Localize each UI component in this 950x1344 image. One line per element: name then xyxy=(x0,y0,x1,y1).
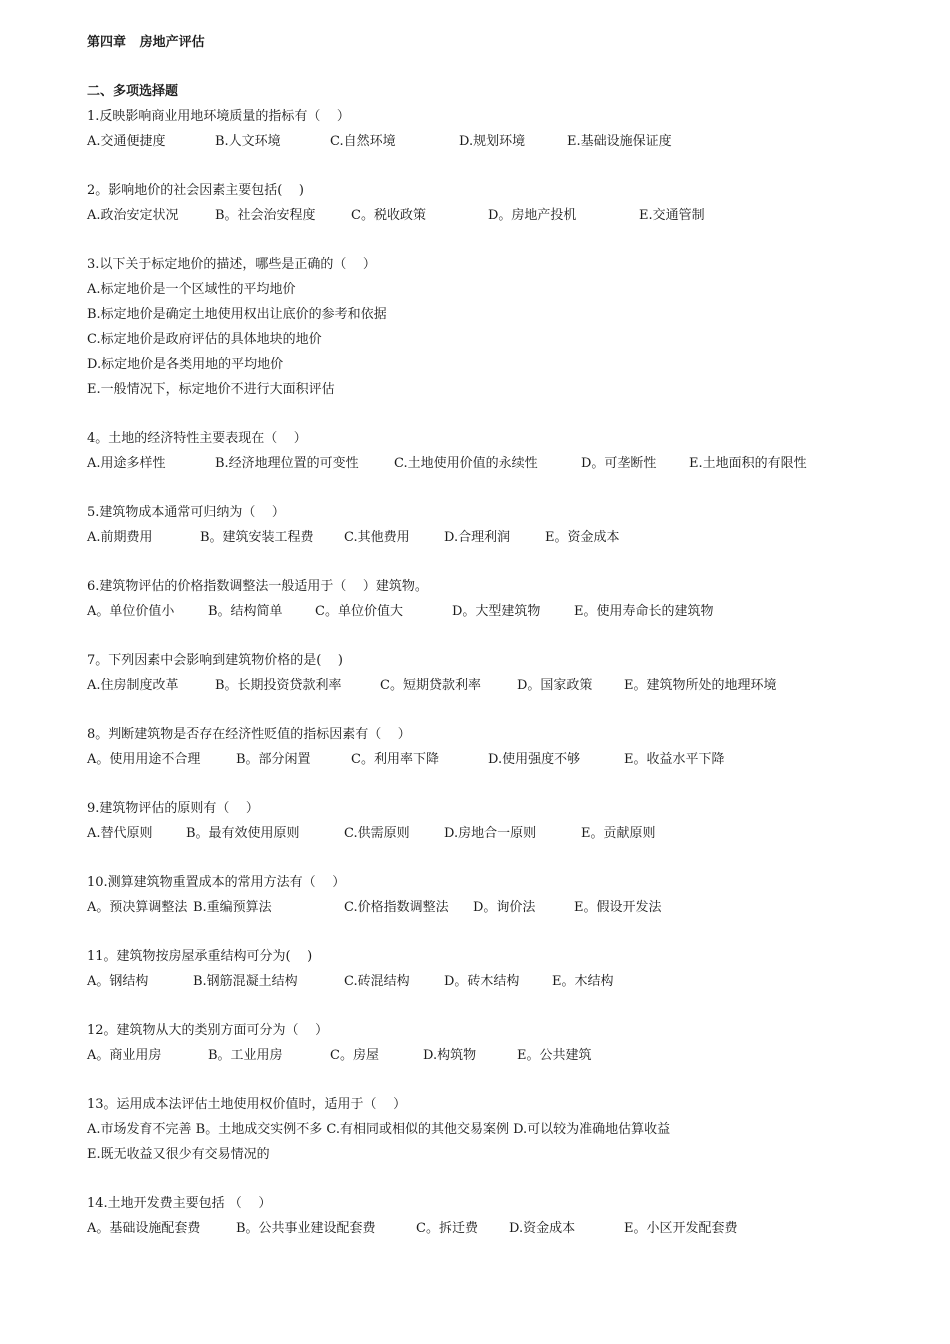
option-e: E。建筑物所处的地理环境 xyxy=(624,678,777,693)
chapter-title: 第四章 房地产评估 xyxy=(87,35,205,50)
question-10 xyxy=(87,870,907,920)
question-stem: 3.以下关于标定地价的描述，哪些是正确的（ ） xyxy=(87,257,376,272)
option-a: A.用途多样性 xyxy=(87,456,166,471)
question-9 xyxy=(87,796,907,846)
option-e: E.基础设施保证度 xyxy=(567,134,672,149)
option-d: D.使用强度不够 xyxy=(488,752,581,767)
option-e: E。木结构 xyxy=(552,974,614,989)
question-stem: 6.建筑物评估的价格指数调整法一般适用于（ ）建筑物。 xyxy=(87,579,428,594)
option-c: C.自然环境 xyxy=(330,134,396,149)
question-stem: 7。下列因素中会影响到建筑物价格的是( ) xyxy=(87,653,343,668)
option-d: D。房地产投机 xyxy=(488,208,577,223)
option-a: A.交通便捷度 xyxy=(87,134,166,149)
option-d: D。大型建筑物 xyxy=(452,604,541,619)
option-a: A。基础设施配套费 xyxy=(87,1221,201,1236)
option-row xyxy=(87,1043,907,1068)
option-b: B。结构简单 xyxy=(208,604,283,619)
option-row xyxy=(87,747,907,772)
option-line: E.既无收益又很少有交易情况的 xyxy=(87,1147,270,1162)
option-line: A.标定地价是一个区域性的平均地价 xyxy=(87,282,296,297)
option-d: D.资金成本 xyxy=(509,1221,576,1236)
question-stem: 8。判断建筑物是否存在经济性贬值的指标因素有（ ） xyxy=(87,727,411,742)
option-e: E。假设开发法 xyxy=(574,900,662,915)
option-c: C.供需原则 xyxy=(344,826,410,841)
question-1 xyxy=(87,104,907,154)
option-a: A.住房制度改革 xyxy=(87,678,179,693)
option-line: E.一般情况下，标定地价不进行大面积评估 xyxy=(87,382,335,397)
option-row xyxy=(87,203,907,228)
option-d: D。砖木结构 xyxy=(444,974,520,989)
option-e: E。使用寿命长的建筑物 xyxy=(574,604,714,619)
option-a: A。预决算调整法 xyxy=(87,900,188,915)
question-4 xyxy=(87,426,907,476)
option-d: D.房地合一原则 xyxy=(444,826,537,841)
question-12 xyxy=(87,1018,907,1068)
option-row xyxy=(87,451,907,476)
option-e: E。贡献原则 xyxy=(581,826,656,841)
question-13 xyxy=(87,1092,907,1167)
option-b: B。最有效使用原则 xyxy=(186,826,300,841)
option-e: E.土地面积的有限性 xyxy=(689,456,807,471)
option-c: C。短期贷款利率 xyxy=(380,678,481,693)
question-stem: 13。运用成本法评估土地使用权价值时，适用于（ ） xyxy=(87,1097,407,1112)
question-stem: 14.土地开发费主要包括 （ ） xyxy=(87,1196,272,1211)
section-title: 二、多项选择题 xyxy=(87,84,179,99)
option-c: C。拆迁费 xyxy=(416,1221,478,1236)
option-row xyxy=(87,821,907,846)
question-list xyxy=(87,104,907,1241)
option-row xyxy=(87,525,907,550)
question-stem: 12。建筑物从大的类别方面可分为（ ） xyxy=(87,1023,329,1038)
option-d: D.构筑物 xyxy=(423,1048,477,1063)
option-a: A。单位价值小 xyxy=(87,604,175,619)
option-d: D。国家政策 xyxy=(517,678,593,693)
option-row xyxy=(87,1216,907,1241)
option-line: D.标定地价是各类用地的平均地价 xyxy=(87,357,284,372)
option-c: C。房屋 xyxy=(330,1048,379,1063)
option-line: B.标定地价是确定土地使用权出让底价的参考和依据 xyxy=(87,307,387,322)
option-e: E。资金成本 xyxy=(545,530,620,545)
option-b: B.经济地理位置的可变性 xyxy=(215,456,359,471)
option-a: A.替代原则 xyxy=(87,826,153,841)
question-stem: 11。建筑物按房屋承重结构可分为( ) xyxy=(87,949,313,964)
option-row xyxy=(87,129,907,154)
option-row xyxy=(87,673,907,698)
option-a: A。商业用房 xyxy=(87,1048,162,1063)
option-c: C.土地使用价值的永续性 xyxy=(394,456,538,471)
option-row xyxy=(87,895,907,920)
option-b: B。建筑安装工程费 xyxy=(200,530,314,545)
question-5 xyxy=(87,500,907,550)
option-b: B.钢筋混凝土结构 xyxy=(193,974,298,989)
option-row xyxy=(87,969,907,994)
option-b: B.重编预算法 xyxy=(193,900,272,915)
option-d: D.合理利润 xyxy=(444,530,511,545)
option-c: C。单位价值大 xyxy=(315,604,403,619)
option-e: E。收益水平下降 xyxy=(624,752,725,767)
option-b: B。部分闲置 xyxy=(236,752,311,767)
question-14 xyxy=(87,1191,907,1241)
option-b: B。工业用房 xyxy=(208,1048,283,1063)
option-d: D.规划环境 xyxy=(459,134,526,149)
option-b: B。长期投资贷款利率 xyxy=(215,678,342,693)
option-row xyxy=(87,599,907,624)
option-b: B。社会治安程度 xyxy=(215,208,316,223)
option-d: D。询价法 xyxy=(473,900,536,915)
question-stem: 4。土地的经济特性主要表现在（ ） xyxy=(87,431,307,446)
question-stem: 10.测算建筑物重置成本的常用方法有（ ） xyxy=(87,875,346,890)
question-8 xyxy=(87,722,907,772)
question-2 xyxy=(87,178,907,228)
option-c: C。利用率下降 xyxy=(351,752,439,767)
option-d: D。可垄断性 xyxy=(581,456,657,471)
option-line: A.市场发育不完善 B。土地成交实例不多 C.有相同或相似的其他交易案例 D.可以较为准确地估算收益 xyxy=(87,1122,671,1137)
option-e: E。公共建筑 xyxy=(517,1048,592,1063)
question-stem: 9.建筑物评估的原则有（ ） xyxy=(87,801,259,816)
question-7 xyxy=(87,648,907,698)
option-c: C.砖混结构 xyxy=(344,974,410,989)
question-6 xyxy=(87,574,907,624)
option-a: A.政治安定状况 xyxy=(87,208,179,223)
document-page xyxy=(87,30,907,1241)
question-3 xyxy=(87,252,907,402)
option-b: B。公共事业建设配套费 xyxy=(236,1221,376,1236)
option-b: B.人文环境 xyxy=(215,134,281,149)
option-line: C.标定地价是政府评估的具体地块的地价 xyxy=(87,332,322,347)
option-a: A.前期费用 xyxy=(87,530,153,545)
question-stem: 1.反映影响商业用地环境质量的指标有（ ） xyxy=(87,109,350,124)
question-stem: 2。影响地价的社会因素主要包括( ) xyxy=(87,183,304,198)
option-c: C.价格指数调整法 xyxy=(344,900,449,915)
option-c: C.其他费用 xyxy=(344,530,410,545)
option-a: A。使用用途不合理 xyxy=(87,752,201,767)
question-11 xyxy=(87,944,907,994)
option-e: E。小区开发配套费 xyxy=(624,1221,738,1236)
option-c: C。税收政策 xyxy=(351,208,426,223)
option-e: E.交通管制 xyxy=(639,208,705,223)
option-a: A。钢结构 xyxy=(87,974,149,989)
question-stem: 5.建筑物成本通常可归纳为（ ） xyxy=(87,505,285,520)
